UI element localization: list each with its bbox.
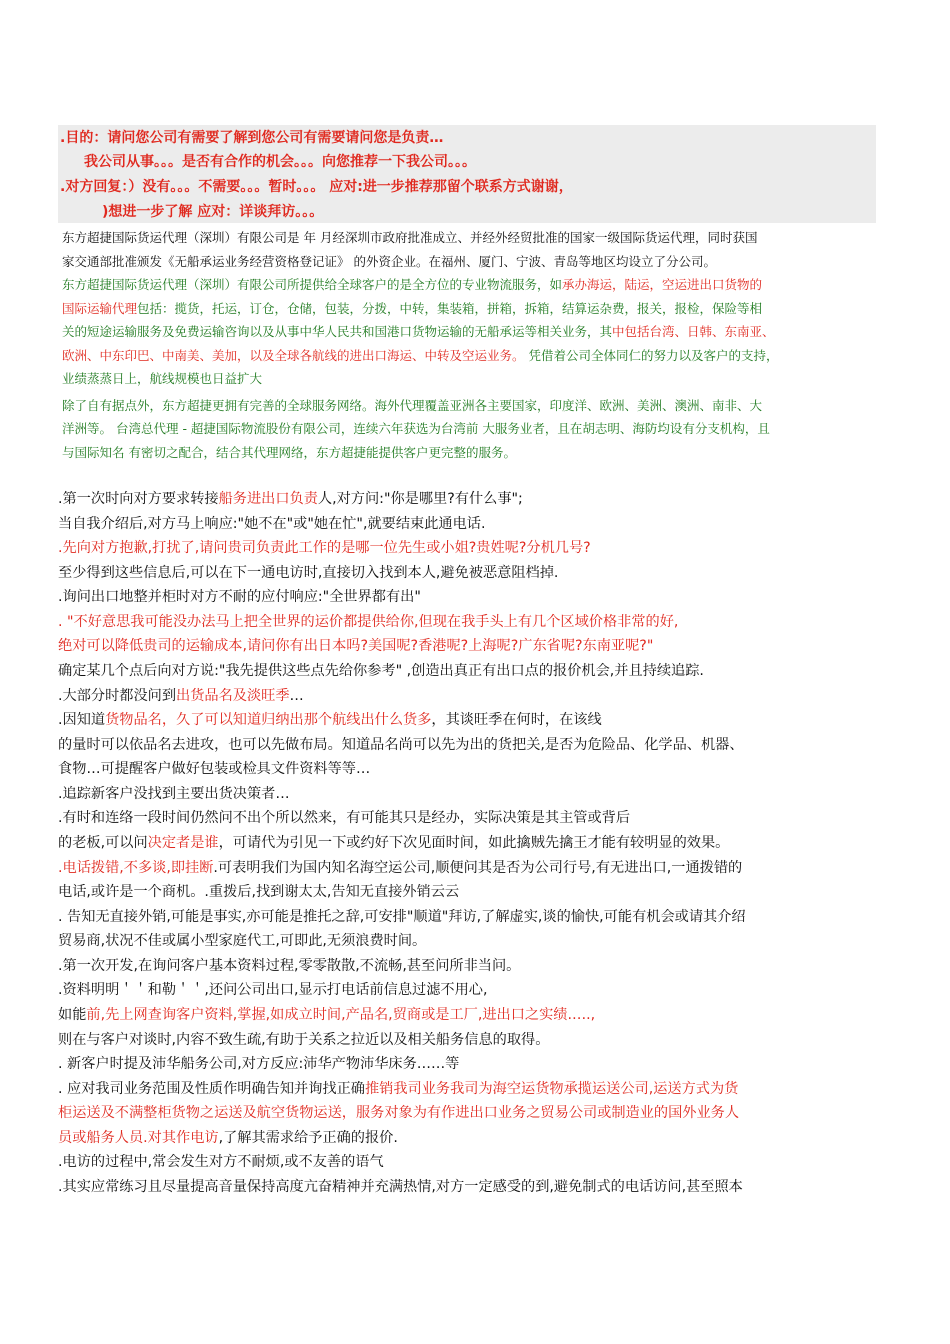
- body-highlight: 货物品名，久了可以知道归纳出那个航线出什么货多: [105, 712, 432, 728]
- body-line: [58, 1126, 888, 1151]
- body-line: . 告知无直接外销,可能是事实,亦可能是推托之辞,可安排"顺道"拜访,了解虚实,谈的愉快,可能有机会或请其介绍: [58, 909, 746, 925]
- intro-highlight: 国际运输代理: [62, 300, 138, 316]
- body-line: 食物…可提醒客户做好包装或检具文件资料等等…: [58, 761, 371, 777]
- body-line: 电话,或许是一个商机。.重拨后,找到谢太太,告知无直接外销云云: [58, 884, 460, 900]
- body-line: .追踪新客户没找到主要出货决策者…: [58, 786, 290, 802]
- intro-line: 东方超捷国际货运代理（深圳）有限公司是 年 月经深圳市政府批准成立、并经外经贸批准的国家一级国际货运代理，同时获国: [62, 230, 758, 245]
- body-line: 至少得到这些信息后,可以在下一通电访时,直接切入找到本人,避免被恶意阻档掉.: [58, 565, 559, 581]
- intro-line: 除了自有据点外，东方超捷更拥有完善的全球服务网络。海外代理覆盖亚洲各主要国家，印度洋、欧洲、美洲、澳洲、南非、大: [62, 397, 763, 413]
- body-line: .资料明明＇＇和勒＇＇,还问公司出口,显示打电话前信息过滤不用心,: [58, 982, 488, 998]
- body-text: . 应对我司业务范围及性质作明确告知并询找正确: [58, 1081, 365, 1097]
- body-text: ，其谈旺季在何时，在该线: [431, 712, 602, 728]
- intro-text: 凭借着公司全体同仁的努力以及客户的支持，: [524, 347, 779, 363]
- body-line: [58, 856, 888, 881]
- intro-line: [62, 297, 882, 321]
- body-line: [58, 1077, 888, 1102]
- body-line: [58, 684, 888, 709]
- body-line: 确定某几个点后向对方说:"我先提供这些点先给你参考" ,创造出真正有出口点的报价机会,并且持续追踪.: [58, 663, 704, 679]
- highlight-line-2: 我公司从事。。。是否有合作的机会。。。向您推荐一下我公司。。。: [84, 154, 476, 170]
- body-text: …: [289, 688, 304, 704]
- body-line: . "不好意思我可能没办法马上把全世界的运价都提供给你,但现在我手头上有几个区域价格非常的好,: [58, 614, 679, 630]
- body-line: 贸易商,状况不佳或属小型家庭代工,可即此,无须浪费时间。: [58, 933, 427, 949]
- body-highlight: .电话拨错,不多谈,即挂断: [58, 860, 214, 876]
- body-line: .其实应常练习且尽量提高音量保持高度亢奋精神并充满热情,对方一定感受的到,避免制式的电话访问,甚至照本: [58, 1179, 743, 1195]
- body-highlight: 出货品名及淡旺季: [176, 688, 290, 704]
- intro-line: 与国际知名 有密切之配合，结合其代理网络，东方超捷能提供客户更完整的服务。: [62, 444, 516, 460]
- body-text: .大部分时都没问到: [58, 688, 177, 704]
- intro-highlight: 承办海运，陆运，空运进出口货物的: [562, 277, 763, 292]
- intro-text: 东方超捷国际货运代理（深圳）有限公司所提供给全球客户的是全方位的专业物流服务，如: [62, 277, 563, 292]
- highlight-line-3: .对方回复：）没有。。。不需要。。。暂时。。。 应对:进一步推荐那留个联系方式谢谢，: [60, 179, 573, 195]
- body-text: .第一次时向对方要求转接: [58, 491, 219, 507]
- body-text: .因知道: [58, 712, 106, 728]
- intro-line: [62, 273, 882, 297]
- body-highlight: 前,先上网查询客户资料,掌握,如成立时间,产品名,贸商或是工厂,进出口之实绩.….,: [86, 1007, 596, 1023]
- intro-line: 洋洲等。 台湾总代理 - 超捷国际物流股份有限公司，连续六年获选为台湾前 大服务业者，且在胡志明、海防均设有分支机构，且: [62, 421, 770, 436]
- body-highlight: 决定者是谁: [147, 835, 219, 851]
- highlight-line-1: .目的：请问您公司有需要了解到您公司有需要请问您是负责…: [60, 130, 444, 146]
- body-highlight: 员或船务人员.对其作电访: [58, 1130, 219, 1146]
- intro-text: 包括：揽货，托运，订仓，仓储，包装，分拨，中转，集装箱，拼箱，拆箱，结算运杂费，报关，报检，保险等相: [137, 300, 763, 316]
- body-text: ，可请代为引见一下或约好下次见面时间，如此擒贼先擒王才能有较明显的效果。: [218, 835, 730, 851]
- highlight-line-4: )想进一步了解 应对：详谈拜访。。。: [102, 204, 324, 220]
- body-line: [58, 1003, 888, 1028]
- body-line: . 新客户时提及沛华船务公司,对方反应:沛华产物沛华床务……等: [58, 1056, 460, 1072]
- body-line: 当自我介绍后,对方马上响应:"她不在"或"她在忙",就要结束此通电话.: [58, 516, 486, 532]
- body-line: [58, 831, 888, 856]
- body-text: ,了解其需求给予正确的报价.: [218, 1130, 398, 1146]
- body-highlight: 推销我司业务我司为海空运货物承揽运送公司,运送方式为货: [364, 1081, 739, 1097]
- intro-line: [62, 320, 882, 344]
- body-text: 的老板,可以问: [58, 835, 148, 851]
- body-line: .电访的过程中,常会发生对方不耐烦,或不友善的语气: [58, 1154, 384, 1170]
- body-line: 的量时可以依品名去进攻，也可以先做布局。知道品名尚可以先为出的货把关,是否为危险品、化学品、机器、: [58, 737, 744, 753]
- body-highlight: 船务进出口负责: [218, 491, 318, 507]
- intro-line: 业绩蒸蒸日上，航线规模也日益扩大: [62, 371, 263, 386]
- intro-highlight: 欧洲、中东印巴、中南美、美加，以及全球各航线的进出口海运、中转及空运业务。: [62, 347, 525, 363]
- body-text: 如能: [58, 1007, 87, 1023]
- body-line: 则在与客户对谈时,内容不致生疏,有助于关系之拉近以及相关船务信息的取得。: [58, 1032, 550, 1048]
- intro-highlight: 中包括台湾、日韩、东南亚、: [612, 324, 775, 339]
- intro-line: [62, 344, 882, 368]
- body-line: .询问出口地整并柜时对方不耐的应付响应:"全世界都有出": [58, 589, 421, 605]
- company-intro: [62, 226, 882, 464]
- body-line: [58, 708, 888, 733]
- body-line: 柜运送及不满整柜货物之运送及航空货物运送，服务对象为有作进出口业务之贸易公司或制造业的国外业务人: [58, 1105, 740, 1121]
- body-text: 人,对方问:"你是哪里?有什么事";: [317, 491, 523, 507]
- body-text: .可表明我们为国内知名海空运公司,顺便问其是否为公司行号,有无进出口,一通拨错的: [213, 860, 743, 876]
- intro-text: 关的短途运输服务及免费运输咨询以及从事中华人民共和国港口货物运输的无船承运等相关业务，其: [62, 324, 613, 339]
- body-line: 绝对可以降低贵司的运输成本,请问你有出日本吗?美国呢?香港呢?上海呢?广东省呢?东南亚呢?": [58, 638, 654, 654]
- body-line: .第一次开发,在询问客户基本资料过程,零零散散,不流畅,甚至问所非当问。: [58, 958, 521, 974]
- body-line: [58, 487, 888, 512]
- intro-line: 家交通部批准颁发《无船承运业务经营资格登记证》 的外资企业。在福州、厦门、宁波、青岛等地区均设立了分公司。: [62, 253, 716, 269]
- body-line: .有时和连络一段时间仍然问不出个所以然来，有可能其只是经办，实际决策是其主管或背后: [58, 810, 631, 826]
- body-line: .先向对方抱歉,打扰了,请问贵司负责此工作的是哪一位先生或小姐?贵姓呢?分机几号?: [58, 540, 591, 556]
